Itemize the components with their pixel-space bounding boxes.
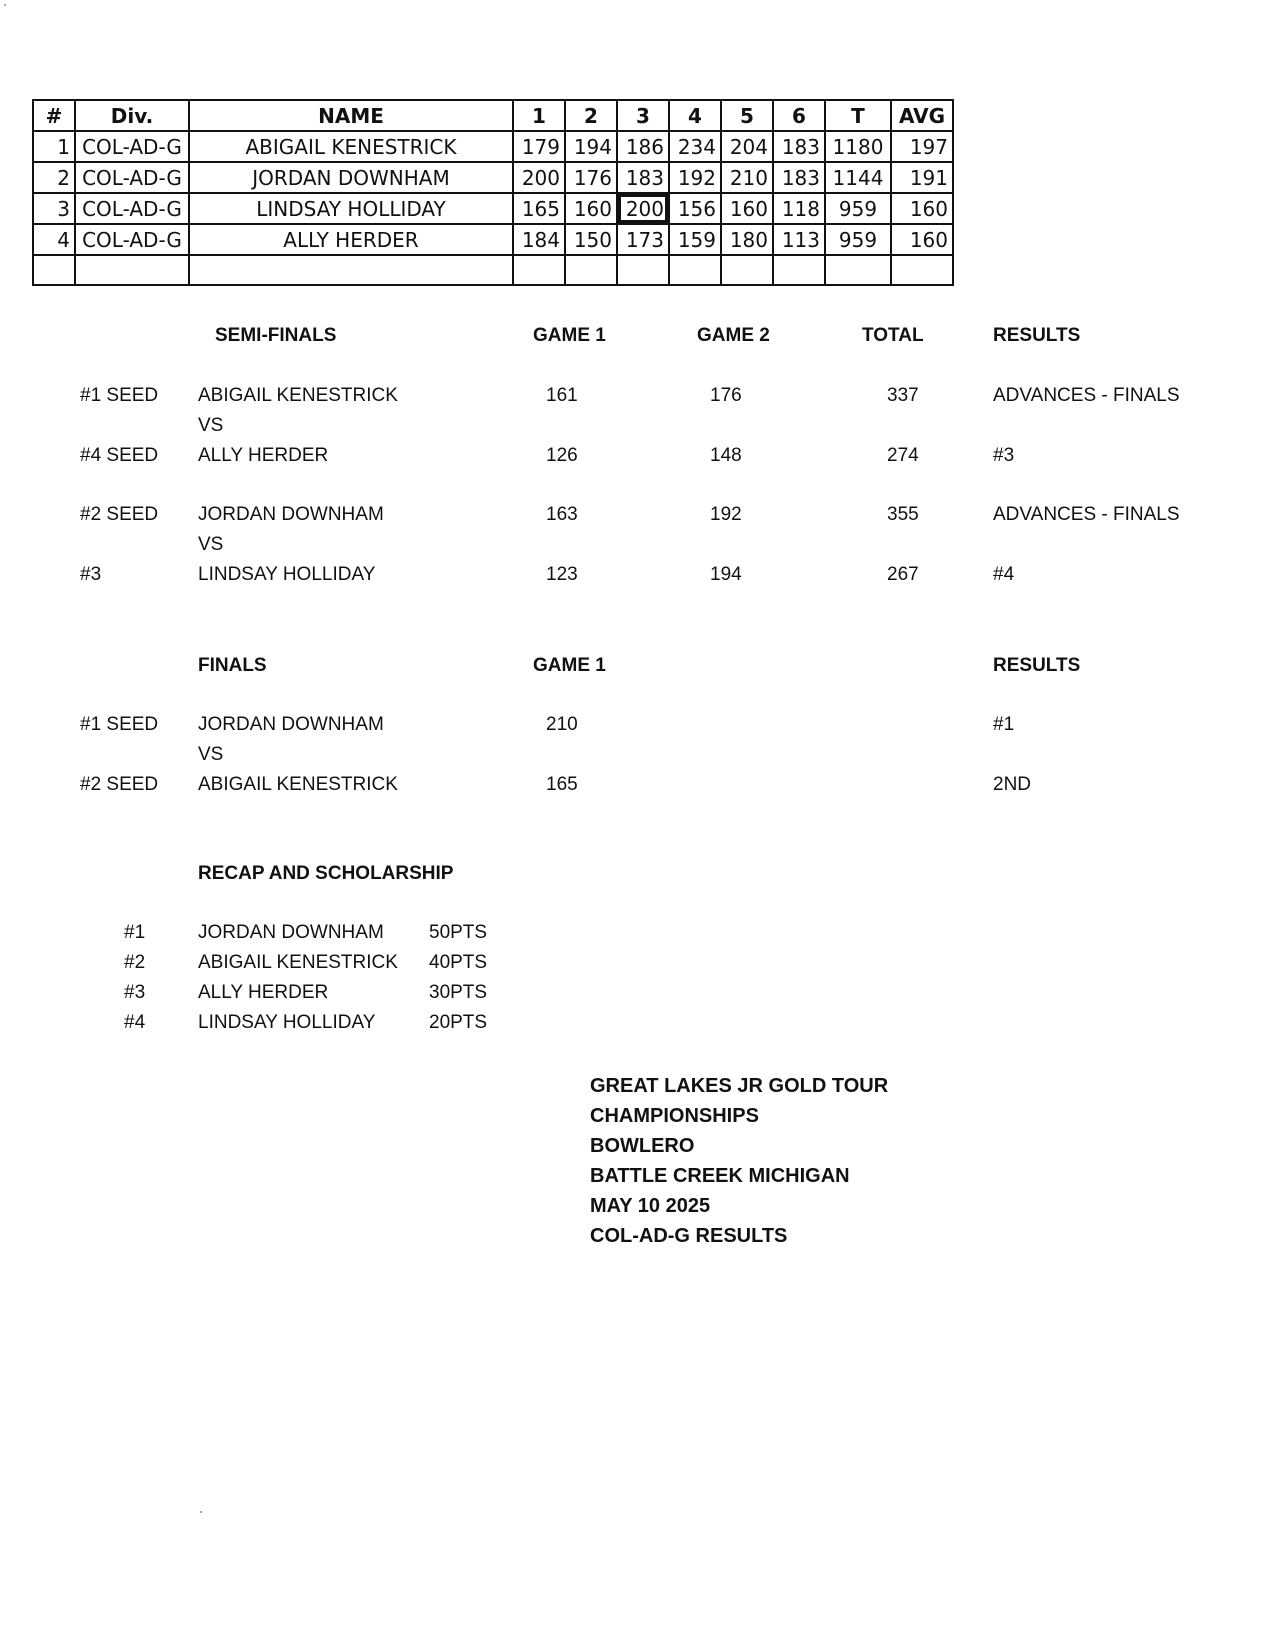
cell-game-4: 156 — [669, 193, 721, 224]
header-game-1: 1 — [513, 100, 565, 131]
semi-finals-game2-header: GAME 2 — [697, 325, 770, 346]
recap-name: ABIGAIL KENESTRICK — [198, 952, 398, 973]
cell-total: 959 — [825, 224, 891, 255]
recap-place: #1 — [124, 922, 146, 943]
date-line: MAY 10 2025 — [590, 1195, 711, 1217]
cell-division: COL-AD-G — [75, 131, 189, 162]
cell-game-5: 204 — [721, 131, 773, 162]
cell-game-2: 176 — [565, 162, 617, 193]
cell-division: COL-AD-G — [75, 193, 189, 224]
cell-average: 160 — [891, 224, 953, 255]
seed-label: #3 — [80, 564, 102, 585]
table-row — [33, 162, 953, 193]
cell-average: 191 — [891, 162, 953, 193]
empty-cell — [33, 255, 75, 285]
cell-game-3: 183 — [617, 162, 669, 193]
game1-score: 163 — [546, 504, 578, 525]
cell-game-6: 183 — [773, 131, 825, 162]
vs-label: VS — [198, 415, 224, 436]
cell-rank: 4 — [33, 224, 75, 255]
seed-label: #1 SEED — [80, 385, 159, 406]
game2-score: 194 — [710, 564, 742, 585]
seed-label: #4 SEED — [80, 445, 159, 466]
location-line: BATTLE CREEK MICHIGAN — [590, 1165, 850, 1187]
game2-score: 192 — [710, 504, 742, 525]
event-subtitle-line: CHAMPIONSHIPS — [590, 1105, 759, 1127]
bowler-name: JORDAN DOWNHAM — [198, 504, 384, 525]
cell-division: COL-AD-G — [75, 224, 189, 255]
result: #3 — [993, 445, 1015, 466]
cell-game-6: 118 — [773, 193, 825, 224]
header-name: NAME — [189, 100, 513, 131]
cell-game-3: 173 — [617, 224, 669, 255]
cell-total: 1180 — [825, 131, 891, 162]
recap-place: #2 — [124, 952, 146, 973]
cell-game-5: 210 — [721, 162, 773, 193]
cell-game-4: 234 — [669, 131, 721, 162]
header-total: T — [825, 100, 891, 131]
header-game-2: 2 — [565, 100, 617, 131]
result: ADVANCES - FINALS — [993, 385, 1180, 406]
recap-name: ALLY HERDER — [198, 982, 329, 1003]
finals-heading: FINALS — [198, 655, 267, 676]
empty-cell — [721, 255, 773, 285]
cell-average: 160 — [891, 193, 953, 224]
header-division: Div. — [75, 100, 189, 131]
cell-name: JORDAN DOWNHAM — [189, 162, 513, 193]
cell-total: 959 — [825, 193, 891, 224]
game2-score: 148 — [710, 445, 742, 466]
cell-game-3: 186 — [617, 131, 669, 162]
cell-game-2: 194 — [565, 131, 617, 162]
result: #1 — [993, 714, 1015, 735]
game1-score: 126 — [546, 445, 578, 466]
cell-rank: 2 — [33, 162, 75, 193]
recap-place: #4 — [124, 1012, 146, 1033]
cell-rank: 1 — [33, 131, 75, 162]
table-row — [33, 131, 953, 162]
result: ADVANCES - FINALS — [993, 504, 1180, 525]
event-name-line: GREAT LAKES JR GOLD TOUR — [590, 1075, 889, 1097]
cell-game-6: 113 — [773, 224, 825, 255]
semi-finals-results-header: RESULTS — [993, 325, 1081, 346]
empty-cell — [891, 255, 953, 285]
finals-game1-header: GAME 1 — [533, 655, 606, 676]
scan-artifact — [4, 4, 6, 6]
cell-game-2: 160 — [565, 193, 617, 224]
recap-points: 40PTS — [429, 952, 488, 973]
bowler-name: JORDAN DOWNHAM — [198, 714, 384, 735]
cell-name: ABIGAIL KENESTRICK — [189, 131, 513, 162]
recap-place: #3 — [124, 982, 146, 1003]
empty-cell — [825, 255, 891, 285]
semi-finals-total-header: TOTAL — [862, 325, 924, 346]
cell-game-4: 159 — [669, 224, 721, 255]
venue-line: BOWLERO — [590, 1135, 695, 1157]
bowler-name: LINDSAY HOLLIDAY — [198, 564, 376, 585]
cell-average: 197 — [891, 131, 953, 162]
vs-label: VS — [198, 744, 224, 765]
bowler-name: ABIGAIL KENESTRICK — [198, 385, 398, 406]
vs-label: VS — [198, 534, 224, 555]
empty-cell — [565, 255, 617, 285]
event-info-block — [590, 1071, 888, 1251]
recap-points: 50PTS — [429, 922, 488, 943]
semi-finals-heading: SEMI-FINALS — [215, 325, 337, 346]
recap-name: LINDSAY HOLLIDAY — [198, 1012, 376, 1033]
semi-finals-game1-header: GAME 1 — [533, 325, 606, 346]
qualifying-table — [32, 99, 954, 286]
game1-score: 123 — [546, 564, 578, 585]
total-score: 267 — [887, 564, 919, 585]
recap-points: 20PTS — [429, 1012, 488, 1033]
total-score: 355 — [887, 504, 919, 525]
empty-cell — [75, 255, 189, 285]
cell-name: LINDSAY HOLLIDAY — [189, 193, 513, 224]
empty-cell — [189, 255, 513, 285]
seed-label: #1 SEED — [80, 714, 159, 735]
table-row-empty — [33, 255, 953, 285]
division-results-line: COL-AD-G RESULTS — [590, 1225, 788, 1247]
header-game-3: 3 — [617, 100, 669, 131]
total-score: 337 — [887, 385, 919, 406]
seed-label: #2 SEED — [80, 774, 159, 795]
cell-game-4: 192 — [669, 162, 721, 193]
game1-score: 161 — [546, 385, 578, 406]
table-row — [33, 224, 953, 255]
recap-name: JORDAN DOWNHAM — [198, 922, 384, 943]
recap-heading: RECAP AND SCHOLARSHIP — [198, 863, 454, 884]
cell-total: 1144 — [825, 162, 891, 193]
table-header-row — [33, 100, 953, 131]
header-rank: # — [33, 100, 75, 131]
table-row — [33, 193, 953, 224]
bowler-name: ALLY HERDER — [198, 445, 329, 466]
empty-cell — [773, 255, 825, 285]
empty-cell — [617, 255, 669, 285]
result: #4 — [993, 564, 1015, 585]
total-score: 274 — [887, 445, 919, 466]
cell-game-5: 180 — [721, 224, 773, 255]
cell-game-6: 183 — [773, 162, 825, 193]
recap-points: 30PTS — [429, 982, 488, 1003]
cell-game-2: 150 — [565, 224, 617, 255]
game2-score: 176 — [710, 385, 742, 406]
empty-cell — [669, 255, 721, 285]
game1-score: 210 — [546, 714, 578, 735]
empty-cell — [513, 255, 565, 285]
cell-rank: 3 — [33, 193, 75, 224]
cell-game-1: 179 — [513, 131, 565, 162]
finals-results-header: RESULTS — [993, 655, 1081, 676]
header-game-6: 6 — [773, 100, 825, 131]
result: 2ND — [993, 774, 1032, 795]
header-game-5: 5 — [721, 100, 773, 131]
header-average: AVG — [891, 100, 953, 131]
cell-game-1: 200 — [513, 162, 565, 193]
cell-division: COL-AD-G — [75, 162, 189, 193]
cell-game-3-highlighted: 200 — [617, 193, 669, 224]
cell-name: ALLY HERDER — [189, 224, 513, 255]
bowler-name: ABIGAIL KENESTRICK — [198, 774, 398, 795]
header-game-4: 4 — [669, 100, 721, 131]
cell-game-1: 184 — [513, 224, 565, 255]
cell-game-1: 165 — [513, 193, 565, 224]
scan-artifact — [200, 1511, 202, 1513]
cell-game-5: 160 — [721, 193, 773, 224]
seed-label: #2 SEED — [80, 504, 159, 525]
game1-score: 165 — [546, 774, 578, 795]
